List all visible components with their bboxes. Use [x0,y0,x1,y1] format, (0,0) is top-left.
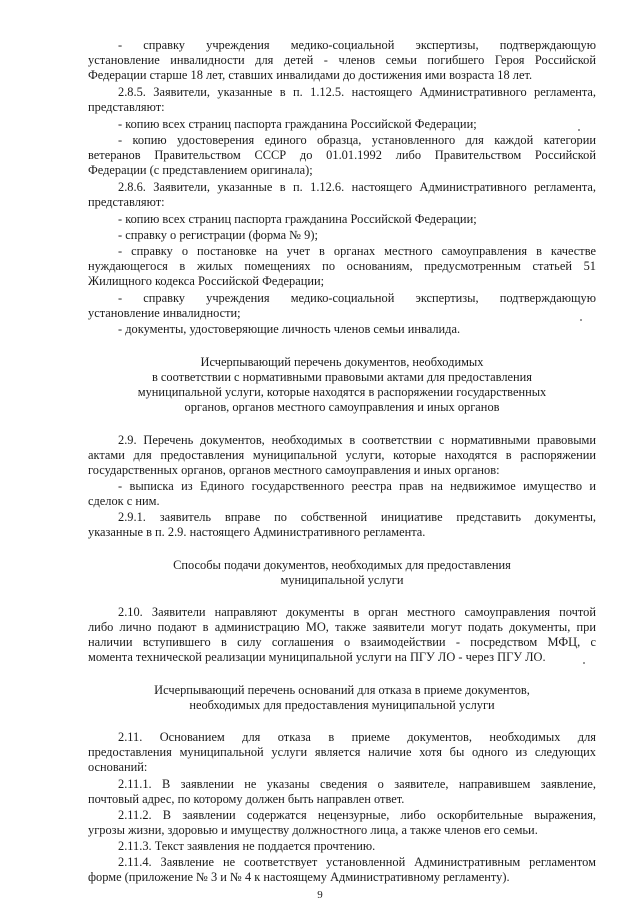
text-line: 2.11.4. Заявление не соответствует установленной Административным регламентом [118,855,596,869]
text-line: установление инвалидности; [88,306,241,320]
section-heading: муниципальной услуги, которые находятся в распоряжении государственных [137,385,547,399]
text-line: указанные в п. 2.9. настоящего Административного регламента. [88,525,426,539]
text-line: Жилищного кодекса Российской Федерации; [88,274,325,288]
text-line: - справку о постановке на учет в органах местного самоуправления в качестве [118,244,596,258]
section-heading: муниципальной услуги [280,573,404,587]
text-line: сделок с ним. [88,494,160,508]
text-line: предоставления муниципальной услуги является наличие хотя бы одного из следующих [88,745,596,759]
text-line: 2.8.5. Заявители, указанные в п. 1.12.5. настоящего Административного регламента, [118,85,596,99]
section-heading: в соответствии с нормативными правовыми актами для предоставления [151,370,533,384]
text-line: Федерации (с представлением оригинала); [88,163,313,177]
text-line: 2.11.1. В заявлении не указаны сведения о заявителе, направившем заявление, [118,777,596,791]
text-line: 2.11. Основанием для отказа в приеме документов, необходимых для [118,730,596,744]
text-line: наличии вступившего в силу соглашения о взаимодействии - посредством МФЦ, с [88,635,596,649]
text-line: 2.9. Перечень документов, необходимых в соответствии с нормативными правовыми [118,433,596,447]
text-line: момента технической реализации муниципальной услуги на ПГУ ЛО - через ПГУ ЛО. [88,650,546,664]
text-line: - справку учреждения медико-социальной экспертизы, подтверждающую [118,38,596,52]
text-line: - копию всех страниц паспорта гражданина Российской Федерации; [118,212,477,226]
text-line: установление инвалидности для детей - членов семьи погибшего Героя Российской [88,53,596,67]
text-line: 2.10. Заявители направляют документы в орган местного самоуправления почтой [118,605,596,619]
text-line: - документы, удостоверяющие личность членов семьи инвалида. [118,322,461,336]
text-line: - выписка из Единого государственного реестра прав на недвижимое имущество и [118,479,596,493]
text-line: актами для предоставления муниципальной услуги, которые находятся в распоряжении [88,448,596,462]
text-line: нуждающегося в жилых помещениях по основаниям, предусмотренным статьей 51 [88,259,596,273]
section-heading: Исчерпывающий перечень оснований для отказа в приеме документов, [154,683,530,697]
text-line: почтовый адрес, по которому должен быть направлен ответ. [88,792,405,806]
text-line: 2.9.1. заявитель вправе по собственной инициативе представить документы, [118,510,596,524]
text-line: ветеранов Правительством СССР до 01.01.1992 либо Правительством Российской [88,148,596,162]
text-line: представляют: [88,195,165,209]
text-line: либо лично подают в администрацию МО, также заявители могут подать документы, при [88,620,596,634]
text-line: государственных органов, органов местного самоуправления и иных органов: [88,463,500,477]
scan-speck [580,319,582,321]
text-line: 2.11.2. В заявлении содержатся нецензурные, либо оскорбительные выражения, [118,808,596,822]
text-line: представляют: [88,100,165,114]
text-line: угрозы жизни, здоровью и имуществу должностного лица, а также членов его семьи. [88,823,538,837]
section-heading: Исчерпывающий перечень документов, необходимых [200,355,484,369]
text-line: - копию удостоверения единого образца, установленного для каждой категории [118,133,596,147]
scan-speck [583,662,585,664]
section-heading: необходимых для предоставления муниципальной услуги [189,698,495,712]
text-line: 2.8.6. Заявители, указанные в п. 1.12.6. настоящего Административного регламента, [118,180,596,194]
page-number: 9 [317,889,323,901]
text-line: Федерации старше 18 лет, ставших инвалидами до достижения ими возраста 18 лет. [88,68,533,82]
text-line: форме (приложение № 3 и № 4 к настоящему Административному регламенту). [88,870,510,884]
text-line: 2.11.3. Текст заявления не поддается прочтению. [118,839,376,853]
scan-speck [578,129,580,131]
text-line: - справку о регистрации (форма № 9); [118,228,318,242]
section-heading: Способы подачи документов, необходимых для предоставления [173,558,511,572]
text-line: оснований: [88,760,148,774]
text-line: - копию всех страниц паспорта гражданина Российской Федерации; [118,117,477,131]
text-line: - справку учреждения медико-социальной экспертизы, подтверждающую [118,291,596,305]
section-heading: органов, органов местного самоуправления и иных органов [184,400,500,414]
